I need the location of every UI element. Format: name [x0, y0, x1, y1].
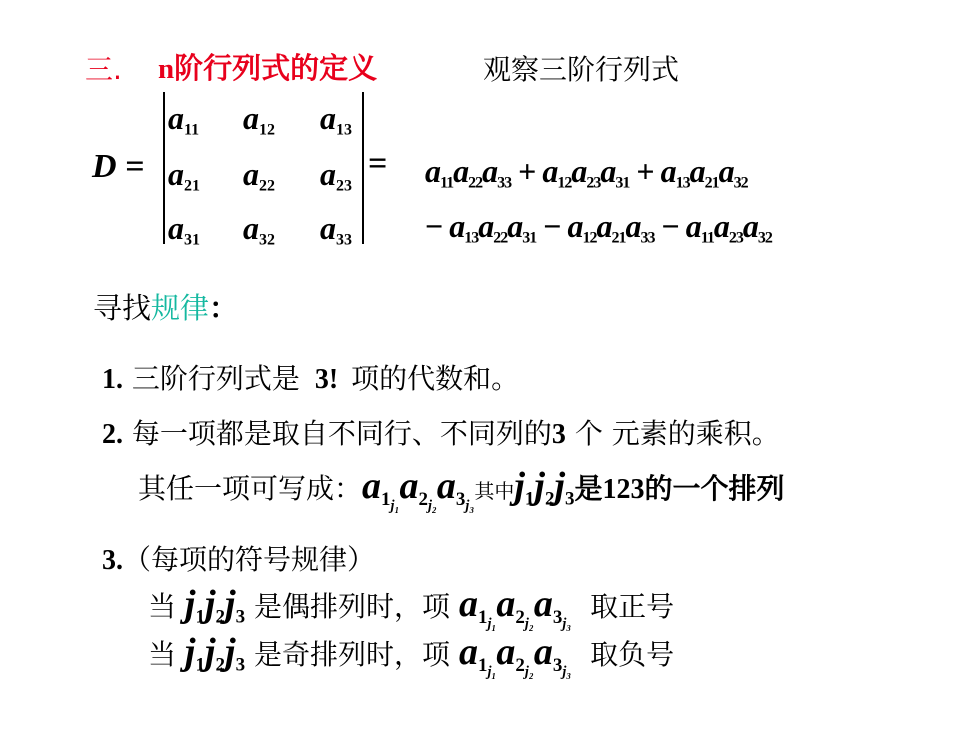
- expansion-line-2: − $a_{13}a_{22}a_{31} - a_{12}a_{21}a_{33} - a_{11}a_{23}a_{32}$: [425, 208, 772, 247]
- det-left-bar: [163, 92, 165, 244]
- matrix-entry: $a_{21}$: [168, 156, 200, 195]
- section-number: 三.: [85, 53, 122, 86]
- section-title: n阶行列式的定义: [158, 53, 378, 85]
- find-rule-heading: 寻找规律：: [93, 291, 239, 325]
- matrix-entry: $a_{11}$: [168, 100, 200, 139]
- point-2-general-term: 其任一项可写成：$a_{1_{j_1}}a_{2_{j_2}}a_{3_{j_3}}$其中$j_1j_2j_3$是123的一个排列: [138, 465, 785, 514]
- det-right-bar: [362, 92, 364, 244]
- matrix-entry: $a_{32}$: [243, 210, 275, 249]
- equals-sign: =: [368, 145, 388, 182]
- point-1: 1. 三阶行列式是 3! 项的代数和。: [102, 362, 520, 395]
- matrix-entry: $a_{23}$: [320, 156, 352, 195]
- matrix-entry: $a_{12}$: [243, 100, 275, 139]
- matrix-entry: $a_{13}$: [320, 100, 352, 139]
- matrix-entry: $a_{22}$: [243, 156, 275, 195]
- point-2: 2. 每一项都是取自不同行、不同列的3 个 元素的乘积。: [102, 417, 780, 450]
- point-3-odd-rule: 当 $j_1j_2j_3$ 是奇排列时，项 $a_{1_{j_1}}a_{2_{j_2}}a_{3_{j_3}}$ 取负号: [148, 631, 675, 680]
- point-3: 3.（每项的符号规律）: [102, 543, 376, 576]
- expansion-line-1: $a_{11}a_{22}a_{33} + a_{12}a_{23}a_{31} + a_{13}a_{21}a_{32}$: [425, 153, 748, 192]
- determinant-symbol: D =: [92, 148, 145, 185]
- observe-text: 观察三阶行列式: [483, 53, 680, 86]
- matrix-entry: $a_{33}$: [320, 210, 352, 249]
- point-3-even-rule: 当 $j_1j_2j_3$ 是偶排列时，项 $a_{1_{j_1}}a_{2_{j_2}}a_{3_{j_3}}$ 取正号: [148, 583, 675, 632]
- matrix-entry: $a_{31}$: [168, 210, 200, 249]
